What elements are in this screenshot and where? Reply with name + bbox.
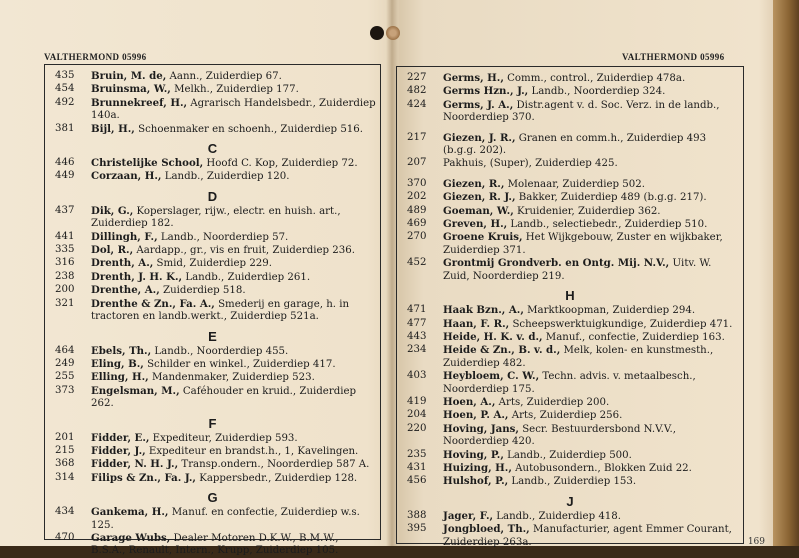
section-letter: J (566, 493, 574, 509)
listing-entry (397, 318, 743, 331)
phone-number: 200 (55, 284, 75, 296)
listing-text (91, 458, 376, 471)
listing-entry (397, 475, 743, 488)
phone-number: 431 (407, 461, 427, 473)
subscriber-details: Landb., Zuiderdiep 261. (182, 271, 311, 283)
phone-number: 469 (407, 218, 427, 230)
spacer (397, 125, 743, 132)
subscriber-details: Landb., Zuiderdiep 153. (508, 476, 637, 488)
subscriber-name: Drenthe & Zn., Fa. A., (91, 297, 215, 310)
subscriber-details: Melkh., Zuiderdiep 177. (170, 84, 299, 96)
listing-text (443, 304, 739, 317)
subscriber-details: Caféhouder en kruid., Zuiderdiep 262. (91, 385, 357, 410)
phone-number: 249 (55, 357, 75, 369)
subscriber-name: Brunnekreef, H., (91, 96, 188, 109)
subscriber-details: Melk, kolen- en kunstmesth., Zuiderdiep 482. (443, 345, 714, 369)
subscriber-name: Giezen, J. R., (443, 131, 516, 144)
phone-number: 314 (55, 471, 75, 483)
subscriber-name: Fidder, E., (91, 431, 150, 444)
phone-number: 452 (407, 257, 427, 269)
listing-text (443, 331, 739, 344)
phone-number: 424 (407, 98, 427, 110)
phone-number: 449 (55, 170, 75, 182)
listing-text (443, 523, 739, 549)
phone-number: 454 (55, 83, 75, 95)
section-letter: H (565, 288, 575, 304)
phone-number: 217 (407, 131, 427, 143)
listing-text (91, 345, 376, 358)
phone-number: 435 (55, 70, 75, 81)
phone-number: 207 (407, 157, 427, 169)
subscriber-details: Landb., Zuiderdiep 120. (161, 171, 290, 183)
subscriber-name: Greven, H., (443, 218, 508, 231)
section-letter: G (207, 490, 218, 506)
phone-number: 477 (407, 317, 427, 329)
subscriber-details: Autobusondern., Blokken Zuid 22. (511, 462, 692, 474)
phone-number: 464 (55, 344, 75, 356)
phone-number: 335 (55, 244, 75, 256)
listing-entry (45, 385, 380, 411)
subscriber-name: Drenthe, A., (91, 284, 160, 297)
subscriber-name: Gankema, H., (91, 506, 169, 519)
listing-text (443, 510, 739, 523)
subscriber-details: Transp.ondern., Noorderdiep 587 A. (178, 459, 370, 471)
listing-text (443, 475, 739, 488)
phone-number: 446 (55, 157, 75, 169)
subscriber-name: Hoen, P. A., (443, 409, 509, 422)
subscriber-name: Germs, J. A., (443, 98, 514, 111)
phone-number: 441 (55, 230, 75, 242)
listing-entry (397, 462, 743, 475)
phone-number: 470 (55, 531, 75, 543)
phone-number: 204 (407, 409, 427, 421)
subscriber-name: Eling, B., (91, 357, 144, 370)
subscriber-name: Heybloem, C. W., (443, 370, 540, 383)
listing-entry (397, 449, 743, 462)
subscriber-details: Granen en comm.h., Zuiderdiep 493 (b.g.g. 202). (443, 132, 707, 157)
subscriber-details: Distr.agent v. d. Soc. Verz. in de landb., Noorderdiep 370. (443, 99, 720, 124)
listing-text (443, 157, 739, 170)
subscriber-name: Huizing, H., (443, 461, 512, 474)
subscriber-details: Schoenmaker en schoenh., Zuiderdiep 516. (134, 123, 364, 135)
listing-text (443, 205, 739, 218)
subscriber-name: Dik, G., (91, 204, 134, 217)
phone-number: 395 (407, 523, 427, 535)
subscriber-name: Giezen, R., (443, 177, 505, 190)
listing-entry (397, 257, 743, 283)
listing-text (91, 371, 376, 384)
listing-entry (397, 370, 743, 396)
phone-number: 456 (407, 475, 427, 487)
subscriber-name: Groene Kruis, (443, 231, 523, 244)
listing-entry (397, 205, 743, 218)
phone-number: 202 (407, 191, 427, 203)
listing-text (443, 409, 739, 422)
listing-entry (45, 458, 380, 471)
phone-number: 489 (407, 204, 427, 216)
subscriber-name: Germs Hzn., J., (443, 85, 529, 98)
phone-number: 492 (55, 96, 75, 108)
listing-entry (45, 284, 380, 297)
listing-entry (397, 510, 743, 523)
listing-text (91, 284, 376, 297)
spacer (397, 171, 743, 178)
listing-entry (45, 445, 380, 458)
subscriber-details: Landb., Noorderdiep 324. (528, 86, 666, 98)
listing-text (91, 244, 376, 257)
listing-entry (45, 271, 380, 284)
listing-text (91, 170, 376, 183)
subscriber-name: Haan, F. R., (443, 317, 510, 330)
listing-text (91, 472, 376, 485)
subscriber-details: Koperslager, rijw., electr. en huish. art., Zuiderdiep 182. (91, 205, 341, 230)
listing-text (443, 85, 739, 98)
listing-text (443, 318, 739, 331)
listing-entry (397, 423, 743, 449)
phone-number: 482 (407, 85, 427, 97)
listing-entry (45, 157, 380, 170)
listing-text (443, 396, 739, 409)
binding-hole-right (386, 26, 400, 40)
phone-number: 443 (407, 330, 427, 342)
phone-number: 471 (407, 304, 427, 316)
right-page-listing (396, 66, 744, 548)
listing-entry (45, 231, 380, 244)
subscriber-details: Arts, Zuiderdiep 256. (508, 410, 623, 422)
subscriber-name: Dol, R., (91, 244, 134, 257)
listing-text (91, 231, 376, 244)
listing-text (443, 231, 739, 257)
phone-number: 321 (55, 297, 75, 309)
phone-number: 234 (407, 344, 427, 356)
subscriber-name: Hoving, P., (443, 448, 504, 461)
listing-entry (45, 205, 380, 231)
listing-text (443, 370, 739, 396)
listing-text (91, 123, 376, 136)
listing-text (443, 257, 739, 283)
subscriber-details: Kruidenier, Zuiderdiep 362. (513, 205, 661, 217)
subscriber-name: Bruinsma, W., (91, 83, 171, 96)
phone-number: 238 (55, 270, 75, 282)
listing-entry (45, 83, 380, 96)
subscriber-name: Giezen, R. J., (443, 191, 516, 204)
listing-entry (45, 244, 380, 257)
subscriber-details: Scheepswerktuigkundige, Zuiderdiep 471. (509, 318, 733, 330)
listing-text (443, 449, 739, 462)
listing-text (91, 358, 376, 371)
listing-text (91, 432, 376, 445)
listing-entry (397, 396, 743, 409)
section-letter: C (207, 141, 218, 157)
subscriber-details: Manuf. en confectie, Zuiderdiep w.s. 125. (91, 507, 360, 531)
subscriber-details: Uitv. W. Zuid, Noorderdiep 219. (443, 258, 712, 282)
subscriber-name: Jongbloed, Th., (443, 523, 530, 536)
listing-entry (45, 432, 380, 445)
subscriber-name: Filips & Zn., Fa. J., (91, 471, 196, 484)
subscriber-details: Manuf., confectie, Zuiderdiep 163. (542, 331, 725, 343)
subscriber-name: Hoving, Jans, (443, 422, 519, 435)
listing-text (443, 191, 739, 204)
phone-number: 388 (407, 509, 427, 521)
section-letter: D (207, 188, 218, 204)
listing-text (91, 385, 376, 411)
phone-number: 220 (407, 422, 427, 434)
subscriber-details: Expediteur en brandst.h., 1, Kavelingen. (145, 445, 359, 457)
listing-entry (45, 532, 380, 558)
subscriber-name: Haak Bzn., A., (443, 304, 524, 317)
subscriber-name: Grontmij Grondverb. en Ontg. Mij. N.V., (443, 257, 670, 270)
listing-text (443, 218, 739, 231)
subscriber-details: Techn. advis. v. metaalbesch., Noorderdiep 175. (443, 371, 696, 395)
listing-entry (45, 472, 380, 485)
subscriber-name: Corzaan, H., (91, 170, 162, 183)
listing-entry (397, 85, 743, 98)
listing-text (443, 462, 739, 475)
subscriber-details: Landb., Noorderdiep 455. (151, 345, 289, 357)
listing-entry (397, 523, 743, 549)
subscriber-details: Mandenmaker, Zuiderdiep 523. (148, 372, 315, 384)
phone-number: 201 (55, 431, 75, 443)
subscriber-details: Landb., selectiebedr., Zuiderdiep 510. (507, 219, 708, 231)
listing-text (443, 99, 739, 125)
listing-text (91, 298, 376, 324)
listing-entry (45, 123, 380, 136)
section-letter: F (208, 415, 217, 431)
phone-number: 215 (55, 444, 75, 456)
listing-entry (397, 304, 743, 317)
subscriber-name: Drenth, A., (91, 257, 154, 270)
listing-entry (397, 231, 743, 257)
listing-entry (397, 218, 743, 231)
subscriber-details: Bakker, Zuiderdiep 489 (b.g.g. 217). (515, 192, 707, 204)
page-header-left: VALTHERMOND 05996 (44, 52, 147, 62)
listing-text (91, 445, 376, 458)
page-number: 169 (747, 537, 765, 547)
listing-text (91, 532, 376, 558)
subscriber-name: Dillingh, F., (91, 230, 158, 243)
phone-number: 235 (407, 448, 427, 460)
listing-entry (45, 506, 380, 532)
subscriber-name: Drenth, J. H. K., (91, 270, 183, 283)
listing-text (91, 70, 376, 83)
phone-number: 368 (55, 458, 75, 470)
listing-text (91, 97, 376, 123)
listing-entry (45, 70, 380, 83)
subscriber-name: Hulshof, P., (443, 475, 509, 488)
listing-entry (397, 409, 743, 422)
section-letter: E (208, 328, 217, 344)
listing-text (91, 271, 376, 284)
listing-entry (397, 132, 743, 158)
subscriber-name: Jager, F., (443, 509, 494, 522)
subscriber-name: Ebels, Th., (91, 344, 152, 357)
subscriber-details: Aann., Zuiderdiep 67. (166, 71, 282, 82)
phone-number: 403 (407, 370, 427, 382)
subscriber-name: Garage Wubs, (91, 531, 171, 544)
page-edges (773, 0, 799, 546)
subscriber-name: Germs, H., (443, 72, 504, 84)
subscriber-details: Dealer Motoren D.K.W., B.M.W., B.S.A., Renault, Intern., Krupp, Zuiderdiep 105. (91, 532, 339, 557)
listing-entry (45, 371, 380, 384)
phone-number: 381 (55, 122, 75, 134)
subscriber-name: Heide, H. K. v. d., (443, 330, 543, 343)
subscriber-details: Molenaar, Zuiderdiep 502. (504, 178, 645, 190)
listing-entry (397, 99, 743, 125)
listing-entry (397, 331, 743, 344)
listing-text (443, 132, 739, 158)
subscriber-details: Kappersbedr., Zuiderdiep 128. (195, 472, 358, 484)
subscriber-name: Bruin, M. de, (91, 70, 167, 82)
subscriber-details: Zuiderdiep 518. (159, 285, 246, 297)
binding-hole-left (370, 26, 384, 40)
subscriber-details: Landb., Zuiderdiep 418. (493, 510, 622, 522)
listing-entry (45, 345, 380, 358)
listing-text (91, 83, 376, 96)
listing-entry (45, 298, 380, 324)
subscriber-details: Landb., Noorderdiep 57. (157, 231, 289, 243)
phone-number: 270 (407, 231, 427, 243)
listing-text (443, 423, 739, 449)
listing-entry (397, 157, 743, 170)
listing-text (443, 344, 739, 370)
subscriber-details: Agrarisch Handelsbedr., Zuiderdiep 140a. (91, 97, 376, 122)
subscriber-details: Pakhuis, (Super), Zuiderdiep 425. (443, 158, 618, 170)
subscriber-details: Landb., Zuiderdiep 500. (503, 449, 632, 461)
subscriber-details: Marktkoopman, Zuiderdiep 294. (523, 305, 696, 317)
listing-text (443, 178, 739, 191)
subscriber-details: Het Wijkgebouw, Zuster en wijkbaker, Zuiderdiep 371. (443, 232, 723, 256)
phone-number: 370 (407, 177, 427, 189)
subscriber-details: Schilder en winkel., Zuiderdiep 417. (143, 358, 336, 370)
subscriber-details: Hoofd C. Kop, Zuiderdiep 72. (203, 158, 358, 170)
listing-entry (397, 344, 743, 370)
subscriber-details: Smederij en garage, h. in tractoren en landb.werkt., Zuiderdiep 521a. (91, 298, 350, 323)
phone-number: 373 (55, 384, 75, 396)
listing-entry (45, 358, 380, 371)
listing-entry (45, 170, 380, 183)
subscriber-name: Goeman, W., (443, 204, 514, 217)
subscriber-name: Heide & Zn., B. v. d., (443, 344, 561, 357)
listing-text (91, 257, 376, 270)
page-header-right: VALTHERMOND 05996 (622, 52, 725, 62)
subscriber-name: Engelsman, M., (91, 384, 180, 397)
subscriber-name: Bijl, H., (91, 122, 135, 135)
phone-number: 316 (55, 257, 75, 269)
subscriber-details: Aardapp., gr., vis en fruit, Zuiderdiep 236. (133, 245, 355, 257)
subscriber-details: Smid, Zuiderdiep 229. (153, 258, 273, 270)
phone-number: 255 (55, 371, 75, 383)
subscriber-details: Manufacturier, agent Emmer Courant, Zuiderdiep 263a. (443, 524, 732, 548)
left-column (45, 70, 380, 558)
listing-entry (45, 257, 380, 270)
subscriber-details: Secr. Bestuurdersbond N.V.V., Noorderdiep 420. (443, 423, 676, 448)
subscriber-name: Elling, H., (91, 371, 149, 384)
listing-text (91, 506, 376, 532)
listing-text (91, 205, 376, 231)
listing-entry (45, 97, 380, 123)
phone-number: 437 (55, 204, 75, 216)
subscriber-name: Fidder, N. H. J., (91, 458, 179, 471)
right-column (397, 72, 743, 549)
subscriber-details: Arts, Zuiderdiep 200. (495, 396, 610, 408)
phone-number: 419 (407, 395, 427, 407)
phone-number: 227 (407, 72, 427, 83)
listing-entry (397, 178, 743, 191)
subscriber-name: Fidder, J., (91, 444, 146, 457)
listing-text (443, 72, 739, 85)
listing-entry (397, 191, 743, 204)
subscriber-details: Comm., control., Zuiderdiep 478a. (503, 73, 686, 84)
subscriber-details: Expediteur, Zuiderdiep 593. (149, 432, 298, 444)
subscriber-name: Christelijke School, (91, 157, 204, 170)
left-page-listing (44, 64, 381, 557)
listing-text (91, 157, 376, 170)
subscriber-name: Hoen, A., (443, 395, 496, 408)
listing-entry (397, 72, 743, 85)
phone-number: 434 (55, 506, 75, 518)
